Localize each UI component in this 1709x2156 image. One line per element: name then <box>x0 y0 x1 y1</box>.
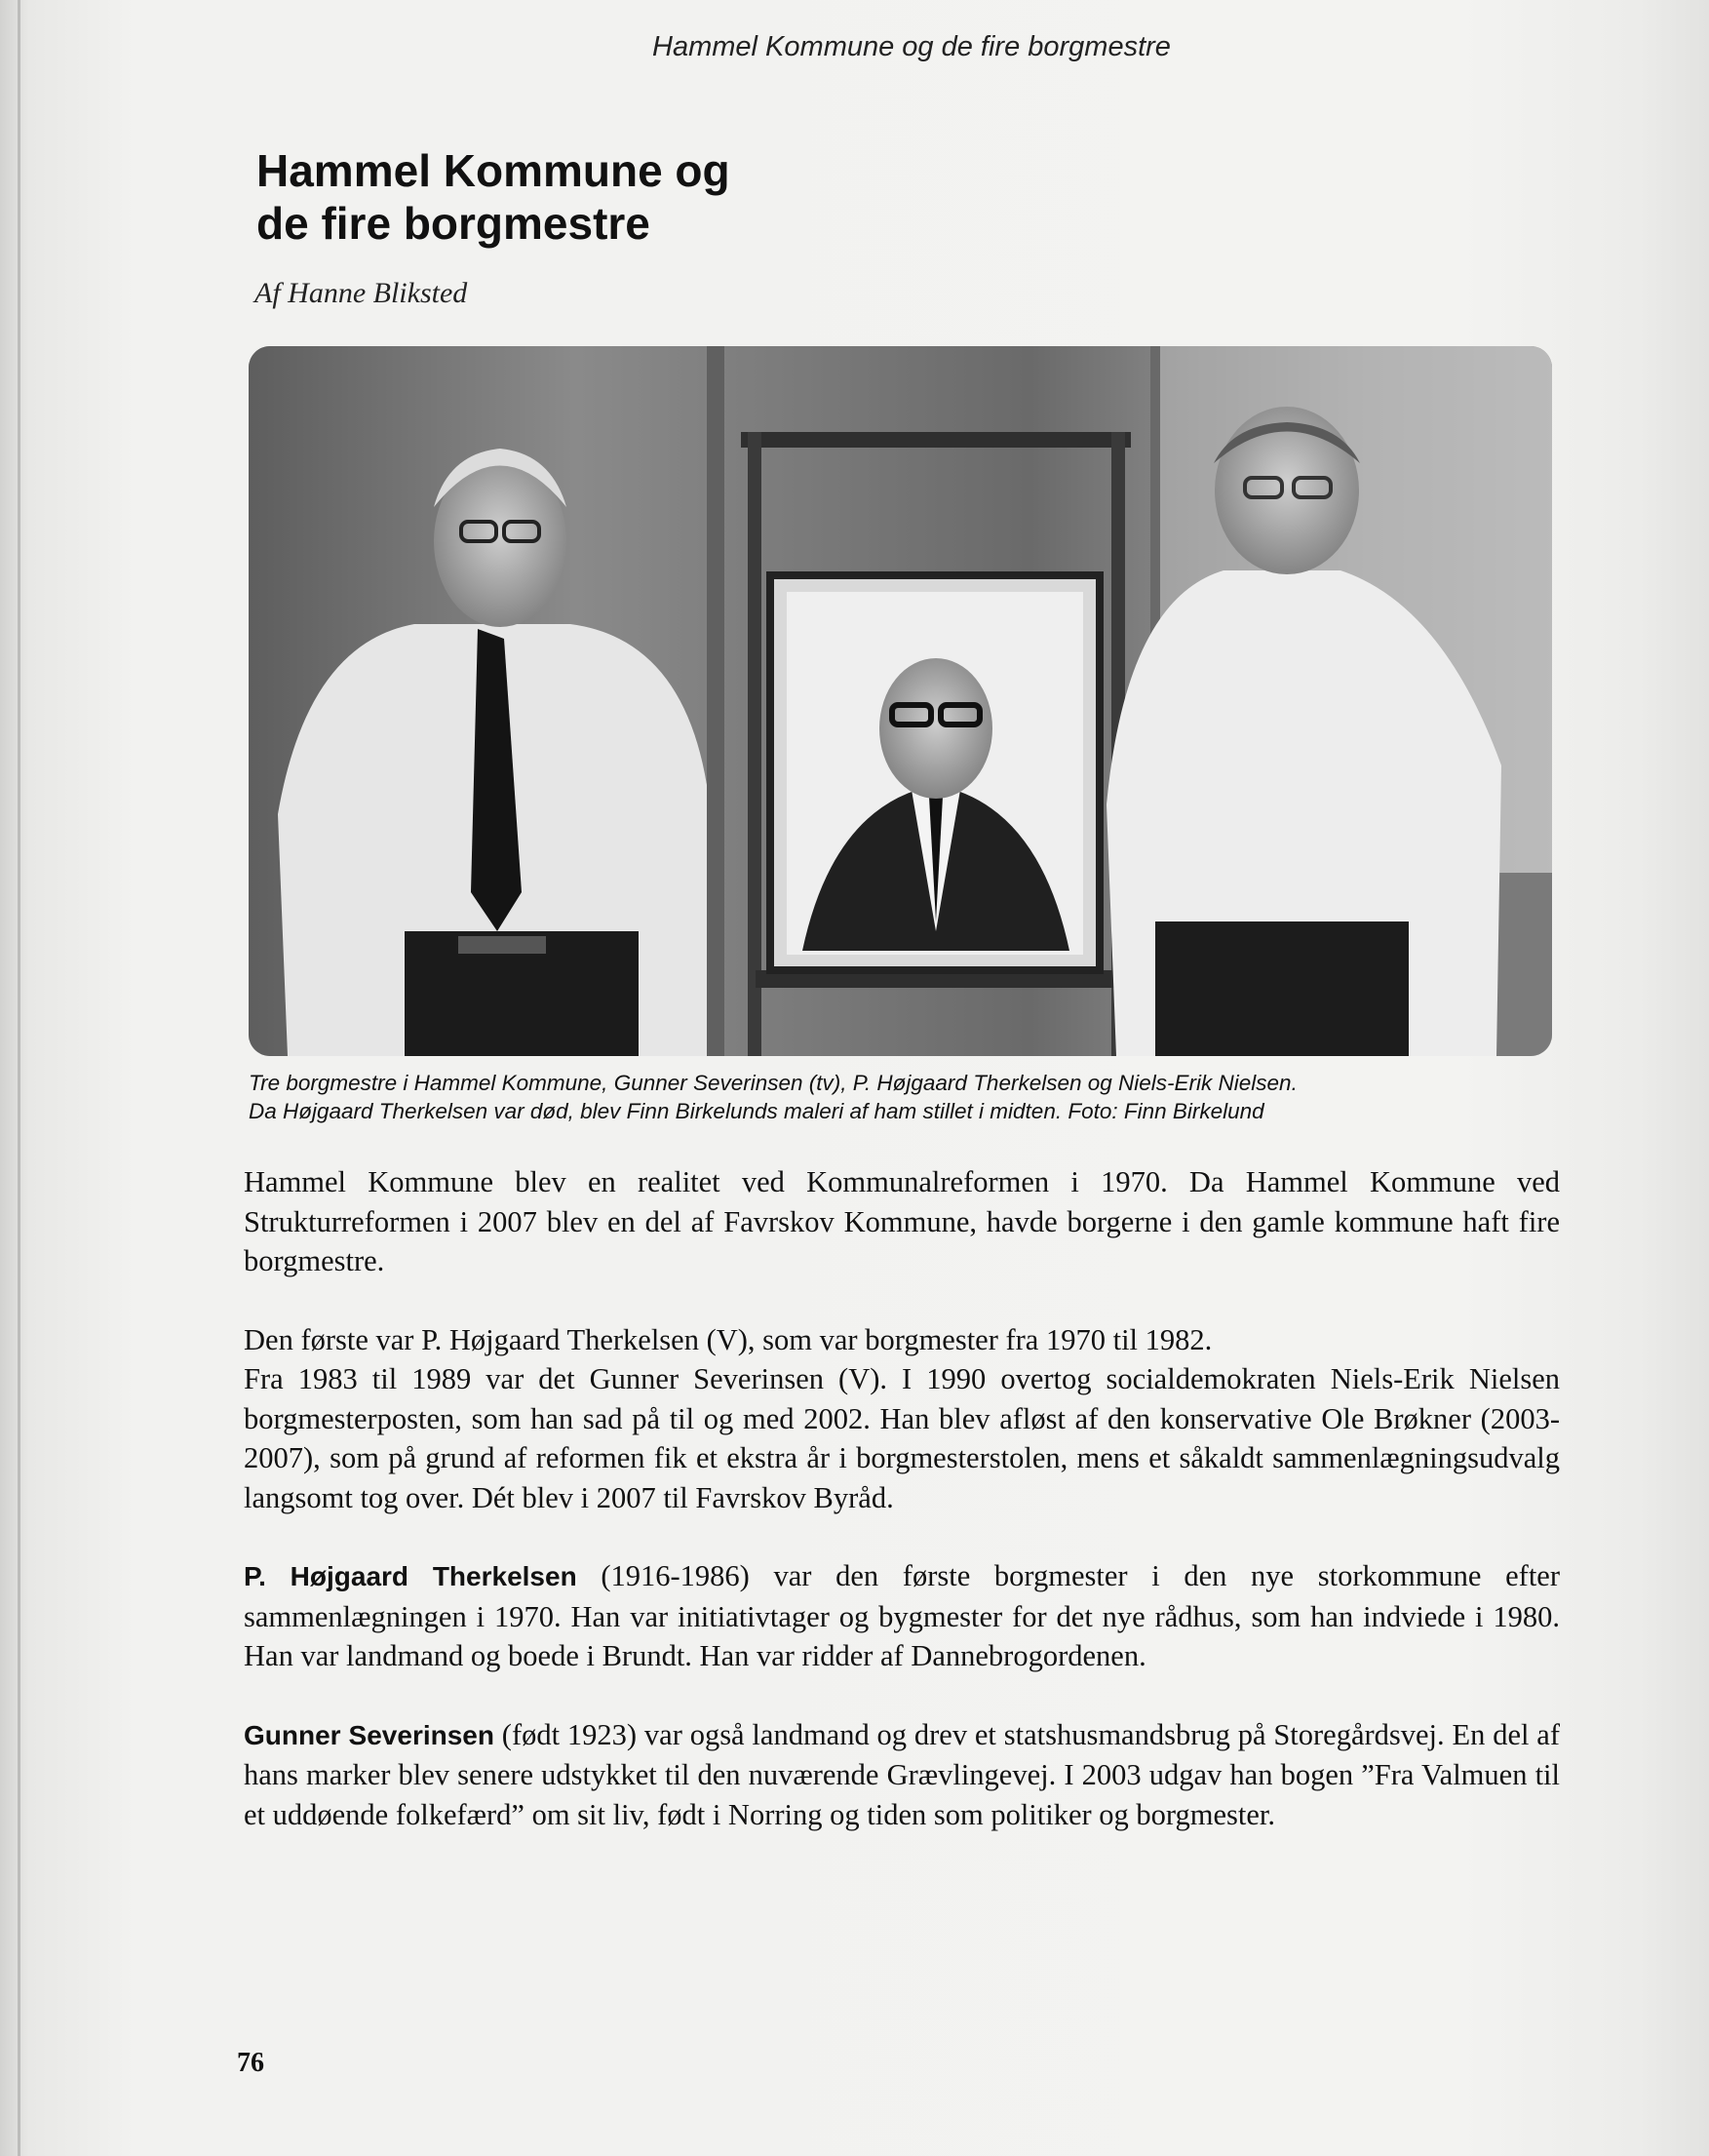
article-title-line-1: Hammel Kommune og <box>256 145 730 196</box>
person-name-therkelsen: P. Højgaard Therkelsen <box>244 1561 577 1591</box>
body-paragraph-2: Den første var P. Højgaard Therkelsen (V), som var borgmester fra 1970 til 1982. <box>244 1322 1213 1356</box>
running-head: Hammel Kommune og de fire borgmestre <box>652 31 1171 62</box>
article-photo <box>249 346 1552 1056</box>
book-spine-edge <box>18 0 20 2156</box>
article-body <box>244 1162 1560 1873</box>
body-paragraph-3: Fra 1983 til 1989 var det Gunner Severinsen (V). I 1990 overtog socialdemokraten Niels-Erik Nielsen borgmesterposten, som han sad på til og med 2002. Han blev afløst af den konservative Ole Brøkner (2003-2007), som på grund af reformen fik et ekstra år i borgmesterstolen, mens et såkaldt sammenlægningsudvalg langsomt tog over. Dét blev i 2007 til Favrskov Byråd. <box>244 1362 1560 1514</box>
body-paragraph-1: Hammel Kommune blev en realitet ved Kommunalreformen i 1970. Da Hammel Kommune ved Strukturreformen i 2007 blev en del af Favrskov Kommune, havde borgerne i den gamle kommune haft fire borgmestre. <box>244 1165 1560 1277</box>
body-paragraph-5 <box>244 1715 1560 1835</box>
person-name-severinsen: Gunner Severinsen <box>244 1719 494 1750</box>
page-number: 76 <box>237 2048 264 2078</box>
photo-caption-line-2: Da Højgaard Therkelsen var død, blev Finn Birkelunds maleri af ham stillet i midten. Foto: Finn Birkelund <box>249 1099 1264 1123</box>
photo-caption <box>249 1069 1555 1125</box>
photo-illustration <box>249 346 1552 1056</box>
body-paragraph-5-text: (født 1923) var også landmand og drev et statshusmandsbrug på Storegårdsvej. En del af hans marker blev senere udstykket til den nuværende Grævlingevej. I 2003 udgav han bogen ”Fra Valmuen til et uddøende folkefærd” om sit liv, født i Norring og tiden som politiker og borgmester. <box>244 1717 1560 1831</box>
photo-caption-line-1: Tre borgmestre i Hammel Kommune, Gunner Severinsen (tv), P. Højgaard Therkelsen og Niels-Erik Nielsen. <box>249 1071 1298 1095</box>
body-paragraph-4 <box>244 1556 1560 1676</box>
article-byline: Af Hanne Bliksted <box>254 277 468 309</box>
article-title-line-2: de fire borgmestre <box>256 198 650 249</box>
body-paragraph-4-text: (1916-1986) var den første borgmester i den nye storkommune efter sammenlægningen i 1970. Han var initiativtager og bygmester for det nye rådhus, som han indviede i 1980. Han var landmand og boede i Brundt. Han var ridder af Dannebrogordenen. <box>244 1559 1560 1672</box>
article-title <box>256 144 730 250</box>
